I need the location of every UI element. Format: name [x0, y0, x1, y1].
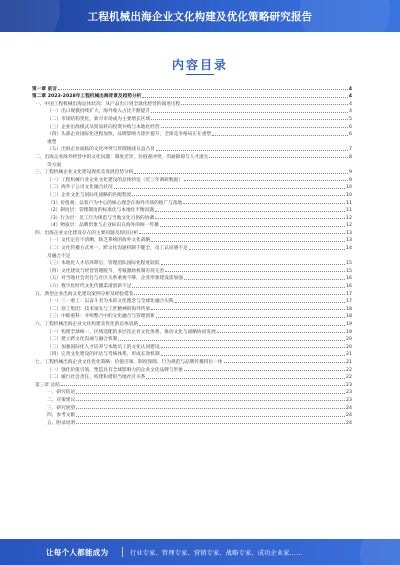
toc-entry-title: （1）价值观：以客户为中心的核心理念在海外市场的推广与落地	[48, 200, 183, 206]
toc-entry-title: 四、参考文献	[47, 413, 76, 419]
toc-page-number: 22	[346, 375, 352, 381]
toc-page-number: 9	[349, 177, 352, 183]
toc-dot-leader	[160, 226, 345, 227]
toc-entry[interactable]	[32, 319, 352, 327]
toc-entry[interactable]	[32, 168, 352, 176]
toc-entry-title: （三）中联重科：并购整合中的文化融合与管理创新	[47, 314, 155, 320]
toc-entry-title: 一、研究结论	[47, 390, 76, 396]
toc-page-number: 4	[349, 101, 352, 107]
toc-entry-continuation[interactable]	[32, 137, 352, 145]
footer-slogan: 让每个人都能成为	[46, 548, 109, 557]
footer-decoration	[360, 539, 400, 565]
toc-page-number: 20	[346, 344, 352, 350]
toc-entry-title: 六、工程机械出海企业文化构建及优化的总体思路	[35, 322, 139, 327]
toc-entry[interactable]	[32, 312, 352, 320]
toc-entry-title: （二）建立跨文化沟通与融合机制	[47, 337, 118, 343]
footer-banner	[0, 539, 400, 565]
toc-entry-title: （五）出海企业面临的文化冲突与管理挑战日益凸显	[47, 147, 155, 153]
toc-dot-leader	[181, 104, 348, 105]
toc-page-number: 7	[349, 147, 352, 153]
footer-tagline: 行业专家、管理专家、营销专家、战略专家、成功企业家……	[130, 550, 303, 557]
toc-dot-leader	[118, 340, 345, 341]
toc-entry[interactable]	[32, 175, 352, 183]
toc-page-number: 8	[349, 154, 352, 160]
toc-entry-title: 三、研究展望	[47, 405, 76, 411]
toc-entry[interactable]	[32, 221, 352, 229]
toc-page-number: 12	[346, 215, 352, 221]
toc-entry-title: （三）加强国际化人才培养与本地员工的文化认同建设	[47, 344, 160, 350]
toc-dot-leader	[76, 393, 345, 394]
toc-page-number: 23	[346, 390, 352, 396]
toc-dot-leader	[189, 249, 345, 250]
toc-entry[interactable]	[32, 206, 352, 214]
toc-entry[interactable]	[32, 395, 352, 403]
table-of-contents	[32, 84, 352, 426]
toc-page-number: 24	[346, 413, 352, 419]
toc-entry-title: （二）履行社会责任，构建和谐的当地社区关系	[47, 375, 146, 381]
toc-entry[interactable]	[32, 373, 352, 381]
toc-entry[interactable]	[32, 107, 352, 115]
toc-entry[interactable]	[32, 243, 352, 251]
toc-entry-title: 第一章 前言	[32, 86, 58, 92]
toc-entry-title: （三）企业出海模式从贸易转向投资并购与本地化经营	[47, 124, 160, 130]
toc-dot-leader	[165, 271, 345, 272]
toc-entry-title: 第三章 总结	[35, 382, 60, 388]
toc-dot-leader	[61, 385, 345, 386]
toc-page-number: 24	[346, 405, 352, 411]
toc-dot-leader	[175, 302, 345, 303]
toc-entry-title: （3）行为层：员工行为规范与当地文化习俗的协调	[48, 215, 155, 221]
toc-dot-leader	[151, 309, 345, 310]
toc-page-number: 10	[346, 185, 352, 191]
toc-entry-title: （四）完善文化建设的评估与考核体系，形成长效机制	[47, 352, 160, 358]
toc-dot-leader	[142, 97, 347, 98]
toc-entry-title: （六）数字化时代文化传播渠道创新不足	[47, 284, 132, 290]
toc-page-number: 6	[349, 124, 352, 130]
toc-entry-title: （一）出口规模持续扩大，海外收入占比不断提升	[47, 109, 151, 115]
toc-dot-leader	[161, 264, 346, 265]
toc-entry[interactable]	[32, 335, 352, 343]
toc-page-number: 16	[346, 284, 352, 290]
toc-entry[interactable]	[32, 122, 352, 130]
toc-dot-leader	[161, 355, 346, 356]
toc-page-number: 18	[346, 314, 352, 320]
toc-entry[interactable]	[32, 228, 352, 236]
toc-entry-title: （二）海外子公司文化融合状况	[47, 185, 113, 191]
toc-entry-title: （一）构建全球统一、区域适配的多层次企业文化体系，推动文化与战略协同发展	[47, 329, 216, 335]
toc-page-number: 13	[346, 238, 352, 244]
toc-dot-leader	[151, 119, 348, 120]
toc-entry-title: 等方面	[47, 162, 62, 168]
toc-page-number: 20	[346, 337, 352, 343]
toc-page-number: 22	[346, 367, 352, 373]
toc-dot-leader	[183, 203, 345, 204]
toc-page-number: 21	[346, 359, 352, 365]
toc-entry-title: （2）制度层：管理制度的标准化与本地化平衡问题	[48, 208, 155, 214]
toc-page-number: 9	[349, 170, 352, 176]
toc-page-number: 17	[346, 299, 352, 305]
toc-dot-leader	[155, 218, 345, 219]
toc-page-number: 19	[346, 329, 352, 335]
toc-page-number: 12	[346, 223, 352, 229]
toc-dot-leader	[151, 112, 348, 113]
toc-page-number: 4	[348, 94, 352, 100]
toc-entry[interactable]	[32, 289, 352, 297]
toc-dot-leader	[76, 400, 345, 401]
toc-dot-leader	[184, 279, 345, 280]
toc-dot-leader	[156, 317, 345, 318]
toc-page-number: 17	[346, 291, 352, 297]
toc-entry-continuation[interactable]	[32, 160, 352, 168]
toc-entry-title: （一）强化价值引领，塑造具有全球影响力的企业文化品牌与形象	[47, 367, 183, 373]
toc-entry[interactable]	[32, 357, 352, 365]
toc-dot-leader	[58, 89, 348, 90]
toc-page-number: 10	[346, 192, 352, 198]
toc-heading: 内容目录	[171, 58, 228, 72]
toc-page-number: 24	[346, 420, 352, 426]
toc-entry[interactable]	[32, 145, 352, 153]
toc-dot-leader	[134, 294, 345, 295]
toc-dot-leader	[161, 347, 346, 348]
toc-dot-leader	[209, 157, 348, 158]
toc-dot-leader	[132, 195, 345, 196]
toc-page-number: 4	[348, 86, 352, 92]
toc-page-number: 16	[346, 276, 352, 282]
toc-page-number: 6	[349, 132, 352, 138]
toc-entry-title: 七、工程机械出海企业文化优化策略：价值引领、制度保障、行为规范与品牌传播四位一体	[35, 359, 223, 365]
toc-entry[interactable]	[32, 418, 352, 426]
toc-entry[interactable]	[32, 380, 352, 388]
toc-dot-leader	[114, 188, 345, 189]
toc-entry[interactable]	[32, 213, 352, 221]
toc-dot-leader	[161, 127, 349, 128]
toc-entry[interactable]	[32, 152, 352, 160]
toc-entry-title: （三）企业文化与国际化战略的匹配程度	[47, 192, 132, 198]
toc-entry[interactable]	[32, 92, 352, 100]
toc-page-number: 21	[346, 352, 352, 358]
toc-dot-leader	[76, 416, 345, 417]
toc-page-number: 14	[346, 246, 352, 252]
toc-entry[interactable]	[32, 304, 352, 312]
toc-entry[interactable]	[32, 259, 352, 267]
toc-dot-leader	[139, 233, 345, 234]
toc-entry-title: （三）本地化人才培养滞后，管理团队国际化程度较低	[47, 261, 160, 267]
toc-dot-leader	[134, 173, 348, 174]
toc-dot-leader	[184, 370, 345, 371]
toc-dot-leader	[151, 241, 345, 242]
toc-entry[interactable]	[32, 84, 352, 92]
toc-entry-title: 及融合不足	[47, 253, 71, 259]
toc-dot-leader	[224, 362, 346, 363]
report-header-banner	[0, 0, 400, 32]
toc-entry[interactable]	[32, 198, 352, 206]
toc-entry-title: （一）文化定位不清晰，缺乏系统的海外文化战略	[47, 238, 151, 244]
toc-entry[interactable]	[32, 342, 352, 350]
toc-dot-leader	[146, 378, 345, 379]
toc-dot-leader	[76, 423, 345, 424]
toc-entry-title: 四、出海企业文化建设存在的主要问题及原因分析	[35, 230, 139, 236]
toc-entry[interactable]	[32, 130, 352, 138]
toc-entry-title: 五、典型企业出海文化建设案例分析及经验借鉴	[35, 291, 134, 297]
toc-entry-title: （二）市场结构变化，新兴市场成为主要增长区域	[47, 116, 151, 122]
footer-divider	[122, 547, 123, 557]
toc-entry-title: 第二章 2023-2028年工程机械出海背景及趋势分析	[32, 94, 142, 100]
toc-entry-title: （一）工程机械行业企业文化建设的总体特征（近三年调研数据）	[47, 177, 183, 183]
toc-entry[interactable]	[32, 190, 352, 198]
toc-entry-title: 五、附录说明	[47, 420, 76, 426]
toc-entry-title: （五）对当地社会责任与社区关系重视不够，企业形象建设需加强	[47, 276, 183, 282]
toc-page-number: 15	[346, 268, 352, 274]
toc-page-number: 4	[349, 109, 352, 115]
toc-entry-title: （4）物质层：品牌形象与企业标识在海外的统一传播	[48, 223, 159, 229]
toc-entry-title: 重塑	[47, 139, 57, 145]
toc-page-number: 15	[346, 261, 352, 267]
toc-entry-title: （一）三一重工：以奋斗者为本的文化理念与全球化融合实践	[47, 299, 174, 305]
toc-dot-leader	[156, 150, 348, 151]
toc-entry[interactable]	[32, 274, 352, 282]
toc-entry[interactable]	[32, 114, 352, 122]
toc-entry-title: （二）文化传播方式单一，跨文化沟通机制不健全，员工认同感不足	[47, 246, 188, 252]
toc-page-number: 11	[346, 208, 352, 214]
toc-entry[interactable]	[32, 266, 352, 274]
toc-entry[interactable]	[32, 388, 352, 396]
toc-entry[interactable]	[32, 403, 352, 411]
toc-entry[interactable]	[32, 236, 352, 244]
toc-entry[interactable]	[32, 350, 352, 358]
toc-entry-title: （四）头部企业国际化进程加快，品牌影响力逐步提升，全球竞争格局正在重塑	[47, 132, 212, 138]
toc-entry-title: （二）徐工集团：技术领先与工匠精神的海外传承	[47, 306, 151, 312]
report-title: 工程机械出海企业文化构建及优化策略研究报告	[87, 11, 313, 23]
toc-entry[interactable]	[32, 365, 352, 373]
toc-heading-underline	[186, 74, 214, 75]
toc-entry-title: 二、对策建议	[47, 397, 76, 403]
toc-page-number: 23	[346, 382, 352, 388]
toc-dot-leader	[132, 287, 345, 288]
toc-entry[interactable]	[32, 281, 352, 289]
toc-entry-title: 三、工程机械企业文化建设现状及发展趋势分析	[35, 170, 134, 176]
toc-page-number: 11	[346, 200, 352, 206]
toc-page-number: 18	[346, 306, 352, 312]
toc-dot-leader	[212, 135, 348, 136]
toc-entry-title: 二、出海企业海外经营中的文化问题：制度差异、价值观冲突、沟通障碍与人才流失	[35, 154, 209, 160]
toc-dot-leader	[155, 211, 345, 212]
toc-page-number: 23	[346, 397, 352, 403]
toc-entry-continuation[interactable]	[32, 251, 352, 259]
toc-entry-title: 一、中国工程机械出海总体状况：从产品出口到全球化经营的演进历程	[35, 101, 181, 107]
toc-dot-leader	[139, 325, 345, 326]
toc-page-number: 19	[346, 322, 352, 327]
toc-entry[interactable]	[32, 411, 352, 419]
toc-entry[interactable]	[32, 327, 352, 335]
toc-entry[interactable]	[32, 183, 352, 191]
toc-dot-leader	[76, 408, 345, 409]
toc-page-number: 5	[349, 116, 352, 122]
toc-page-number: 13	[346, 230, 352, 236]
toc-entry[interactable]	[32, 297, 352, 305]
toc-entry[interactable]	[32, 99, 352, 107]
toc-dot-leader	[184, 180, 348, 181]
toc-dot-leader	[217, 332, 345, 333]
toc-entry-title: （四）文化建设与经营管理脱节，考核激励机制有待完善	[47, 268, 165, 274]
